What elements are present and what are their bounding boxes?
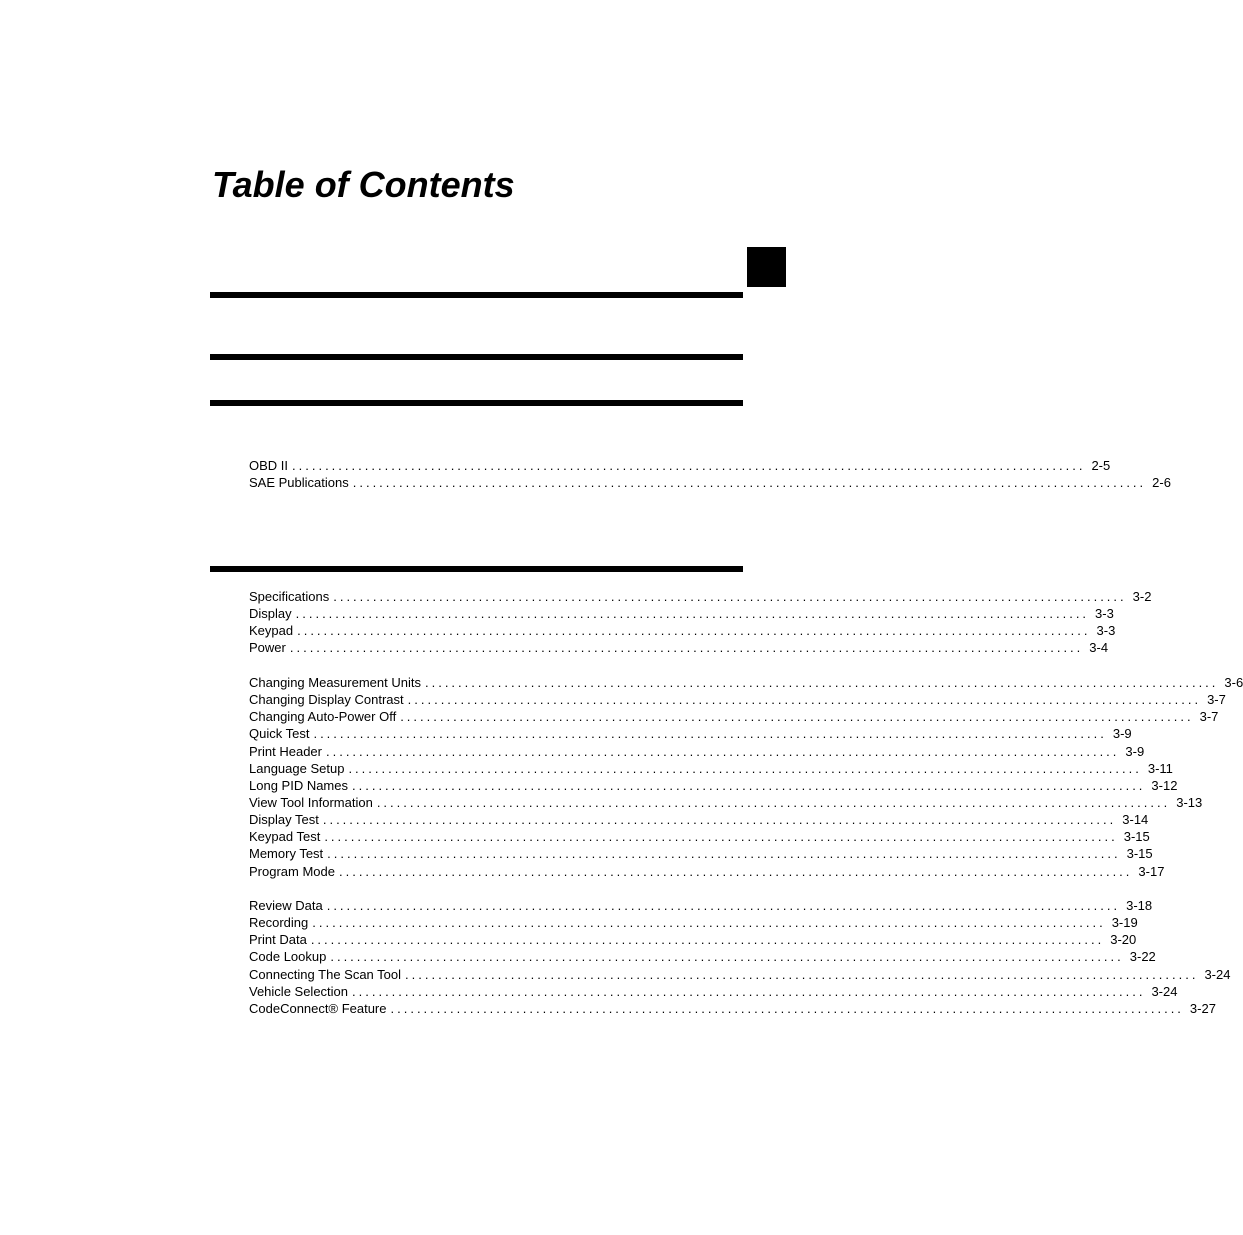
dot-leader: ........................................................................................................................ <box>326 898 1121 913</box>
toc-entry[interactable] <box>249 897 1153 914</box>
toc-entry-page: 3-20 <box>1110 932 1137 948</box>
toc-entry-title: Recording <box>249 915 309 931</box>
dot-leader: ........................................................................................................................ <box>352 777 1146 793</box>
toc-entry-title: Review Data <box>249 898 323 913</box>
toc-entry[interactable] <box>249 794 1203 811</box>
toc-entry[interactable] <box>249 622 1116 639</box>
dot-leader: ........................................................................................................................ <box>325 743 1120 759</box>
toc-entry-title: Quick Test <box>249 726 310 742</box>
toc-entry[interactable] <box>249 777 1178 794</box>
dot-leader: ........................................................................................................................ <box>327 846 1121 862</box>
dot-leader: ........................................................................................................................ <box>295 606 1090 622</box>
section-rule <box>210 566 743 572</box>
toc-entry-title: Program Mode <box>249 863 335 879</box>
toc-entry-title: Code Lookup <box>249 949 327 965</box>
toc-entry[interactable] <box>249 1000 1216 1017</box>
dot-leader: ........................................................................................................................ <box>297 623 1091 639</box>
toc-entry-title: SAE Publications <box>249 475 349 491</box>
toc-entry-title: Memory Test <box>249 846 324 862</box>
toc-entry-page: 3-7 <box>1207 692 1226 708</box>
toc-entry-page: 3-19 <box>1111 915 1138 931</box>
toc-entry[interactable] <box>249 457 1111 474</box>
toc-section-3-overview <box>249 588 1152 657</box>
page-title: Table of Contents <box>212 164 515 205</box>
toc-entry-page: 3-24 <box>1204 966 1231 982</box>
toc-entry[interactable] <box>249 674 1243 691</box>
toc-entry-title: Print Data <box>249 932 307 948</box>
dot-leader: ........................................................................................................................ <box>348 760 1142 776</box>
toc-entry-page: 3-11 <box>1147 760 1173 776</box>
toc-entry-page: 3-12 <box>1151 777 1178 793</box>
toc-entry-page: 2-6 <box>1152 475 1171 491</box>
toc-entry-page: 3-2 <box>1132 589 1152 604</box>
toc-entry-title: CodeConnect® Feature <box>249 1000 387 1016</box>
toc-entry-page: 3-22 <box>1129 949 1156 965</box>
toc-entry-title: Language Setup <box>249 760 345 776</box>
toc-entry[interactable] <box>249 914 1138 931</box>
toc-entry-page: 3-9 <box>1125 743 1145 759</box>
toc-entry-page: 3-3 <box>1096 623 1116 639</box>
toc-entry-title: Keypad Test <box>249 829 321 845</box>
section-rule <box>210 292 743 298</box>
dot-leader: ........................................................................................................................ <box>312 915 1106 931</box>
dot-leader: ........................................................................................................................ <box>407 692 1202 708</box>
toc-entry-title: Print Header <box>249 743 322 759</box>
dot-leader: ........................................................................................................................ <box>313 726 1107 742</box>
section-rule <box>210 400 743 406</box>
toc-section-3-functions <box>249 897 1231 1017</box>
dot-leader: ........................................................................................................................ <box>376 794 1171 810</box>
toc-entry-page: 3-15 <box>1123 829 1150 845</box>
dot-leader: ........................................................................................................................ <box>390 1000 1184 1016</box>
toc-entry-page: 3-17 <box>1138 863 1165 879</box>
toc-section-3-setup <box>249 674 1243 880</box>
toc-entry[interactable] <box>249 983 1178 1000</box>
toc-entry-title: Changing Display Contrast <box>249 692 404 708</box>
toc-entry[interactable] <box>249 811 1149 828</box>
toc-entry[interactable] <box>249 588 1152 605</box>
toc-entry[interactable] <box>249 474 1171 491</box>
toc-entry-page: 3-18 <box>1126 898 1153 913</box>
toc-entry-title: Display <box>249 606 292 622</box>
dot-leader: ........................................................................................................................ <box>338 863 1133 879</box>
toc-entry[interactable] <box>249 863 1165 880</box>
toc-entry[interactable] <box>249 966 1231 983</box>
toc-entry-page: 3-24 <box>1151 983 1178 999</box>
toc-entry[interactable] <box>249 845 1153 862</box>
dot-leader: ........................................................................................................................ <box>333 589 1127 604</box>
toc-entry-page: 3-14 <box>1122 812 1149 828</box>
dot-leader: ........................................................................................................................ <box>352 475 1147 491</box>
dot-leader: ........................................................................................................................ <box>310 932 1105 948</box>
toc-entry-page: 3-6 <box>1224 675 1243 690</box>
toc-entry-page: 3-7 <box>1199 709 1219 725</box>
toc-entry-title: Changing Auto-Power Off <box>249 709 397 725</box>
toc-entry-title: Changing Measurement Units <box>249 675 421 690</box>
toc-entry[interactable] <box>249 725 1132 742</box>
dot-leader: ........................................................................................................................ <box>289 640 1084 656</box>
toc-section-2 <box>249 457 1171 491</box>
toc-entry[interactable] <box>249 948 1156 965</box>
dot-leader: ........................................................................................................................ <box>330 949 1124 965</box>
toc-entry[interactable] <box>249 639 1109 656</box>
toc-entry[interactable] <box>249 743 1145 760</box>
toc-entry-page: 3-13 <box>1176 794 1203 810</box>
toc-entry[interactable] <box>249 931 1137 948</box>
dot-leader: ........................................................................................................................ <box>424 675 1219 690</box>
dot-leader: ........................................................................................................................ <box>405 966 1199 982</box>
toc-entry[interactable] <box>249 708 1219 725</box>
toc-entry-page: 2-5 <box>1091 458 1111 473</box>
toc-entry-page: 3-3 <box>1095 606 1114 622</box>
dot-leader: ........................................................................................................................ <box>324 829 1118 845</box>
toc-entry-title: Connecting The Scan Tool <box>249 966 402 982</box>
toc-entry-page: 3-9 <box>1112 726 1132 742</box>
section-thumb-tab <box>747 247 786 287</box>
toc-entry[interactable] <box>249 828 1150 845</box>
toc-entry[interactable] <box>249 605 1114 622</box>
dot-leader: ........................................................................................................................ <box>352 983 1146 999</box>
toc-entry-title: Long PID Names <box>249 777 348 793</box>
section-rule <box>210 354 743 360</box>
toc-entry-page: 3-15 <box>1126 846 1153 862</box>
toc-entry-page: 3-4 <box>1089 640 1109 656</box>
toc-entry-title: OBD II <box>249 458 289 473</box>
toc-entry[interactable] <box>249 760 1173 777</box>
toc-entry-title: Specifications <box>249 589 330 604</box>
toc-entry-title: Keypad <box>249 623 294 639</box>
dot-leader: ........................................................................................................................ <box>322 812 1117 828</box>
toc-entry-page: 3-27 <box>1189 1000 1216 1016</box>
dot-leader: ........................................................................................................................ <box>292 458 1086 473</box>
toc-entry-title: Vehicle Selection <box>249 983 349 999</box>
toc-entry-title: View Tool Information <box>249 794 373 810</box>
dot-leader: ........................................................................................................................ <box>400 709 1194 725</box>
toc-entry-title: Power <box>249 640 286 656</box>
toc-entry[interactable] <box>249 691 1226 708</box>
toc-entry-title: Display Test <box>249 812 319 828</box>
